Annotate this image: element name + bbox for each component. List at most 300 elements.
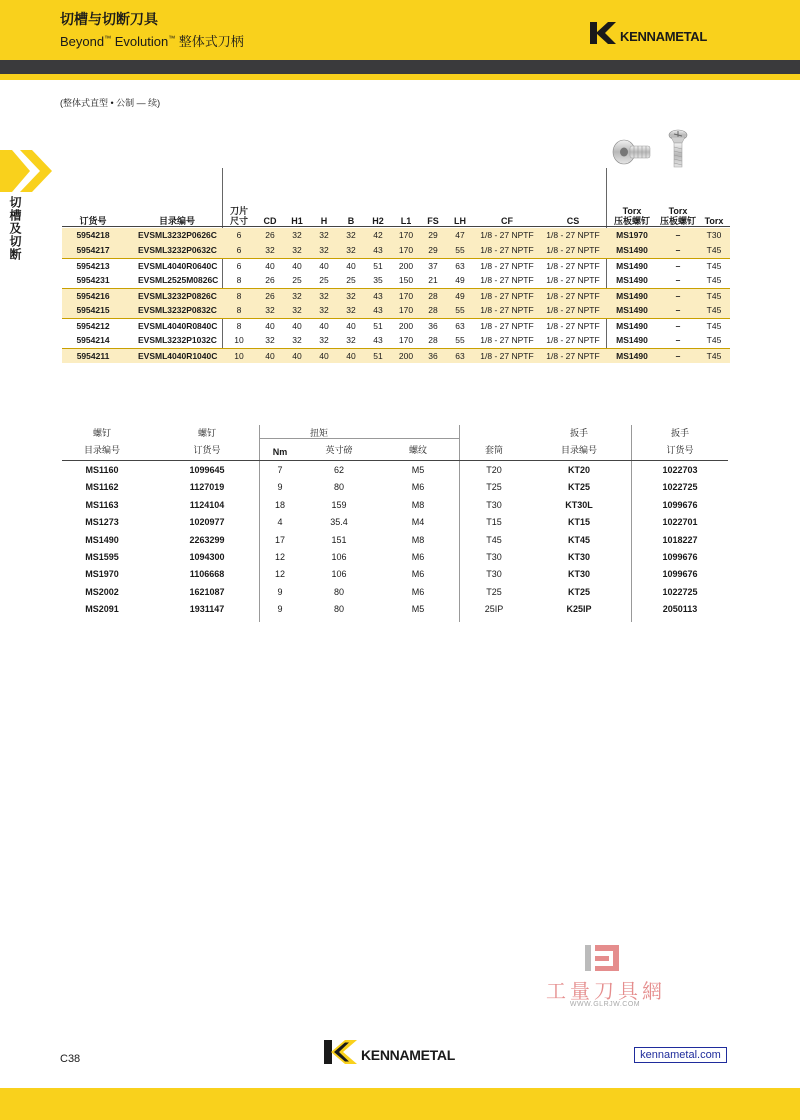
cell-h2: 43: [373, 245, 383, 255]
cell-h: 25: [319, 275, 329, 285]
cell-inlb: 106: [331, 569, 347, 580]
header-stripe: [0, 60, 800, 74]
cell-socket: T20: [486, 465, 502, 475]
cell-torx-clamp-screw: MS1490: [616, 335, 648, 345]
table-row: [62, 333, 730, 348]
header-screw-order-no: 订货号: [193, 445, 221, 455]
cell-thread: M6: [411, 569, 425, 580]
cell-socket: 25IP: [484, 604, 504, 615]
header-rule: [62, 226, 730, 227]
cell-wrench-order: 1022725: [662, 482, 698, 493]
cell-torx-clamp-screw-2: –: [675, 261, 681, 271]
cell-b: 32: [346, 230, 356, 240]
cell-fs: 29: [428, 230, 438, 240]
cell-lh: 47: [455, 230, 465, 240]
cell-l1: 170: [398, 291, 414, 301]
cell-socket: T25: [486, 482, 502, 493]
page-subtitle: [60, 31, 244, 50]
cell-screw-catalog: MS1970: [85, 569, 119, 580]
header-screw-order: 螺钉: [197, 428, 216, 438]
cell-h1: 40: [292, 351, 302, 361]
cell-order-no: 5954211: [76, 351, 110, 361]
cell-screw-catalog: MS1273: [85, 517, 119, 528]
cell-torx: T45: [706, 321, 722, 331]
cell-torx: T45: [706, 335, 722, 345]
cell-l1: 200: [398, 261, 414, 271]
cell-lh: 55: [455, 245, 465, 255]
cell-h1: 32: [292, 335, 302, 345]
cell-fs: 36: [428, 321, 438, 331]
cell-wrench-catalog: KT15: [567, 517, 590, 528]
cell-cf: 1/8 - 27 NPTF: [480, 351, 534, 361]
cell-screw-order: 1931147: [189, 604, 225, 615]
cell-insert-size: 8: [236, 321, 242, 331]
page-number: C38: [60, 1053, 81, 1065]
cell-lh: 55: [455, 305, 465, 315]
cell-inlb: 151: [331, 534, 347, 545]
subtitle-suffix: 整体式刀柄: [175, 34, 244, 49]
header-insert-size: [225, 206, 253, 226]
cell-torx-clamp-screw-2: –: [675, 291, 681, 301]
table-row: [62, 586, 728, 603]
header-cf: CF: [501, 216, 513, 226]
screw-image: [610, 126, 702, 172]
header-torx: Torx: [704, 216, 724, 226]
header-torx-clamp2-line1: Torx: [668, 206, 688, 216]
header-cs: CS: [566, 216, 580, 226]
cell-torx-clamp-screw-2: –: [675, 275, 681, 285]
table-row: [62, 273, 730, 288]
cell-h2: 51: [373, 351, 383, 361]
header-h: H: [320, 216, 328, 226]
cell-nm: 12: [274, 551, 285, 562]
cell-h1: 32: [292, 305, 302, 315]
cell-screw-catalog: MS1490: [85, 534, 119, 545]
header-insert-size-line2: 尺寸: [229, 216, 248, 226]
header-fs: FS: [427, 216, 439, 226]
cell-torx-clamp-screw: MS1970: [616, 230, 648, 240]
cell-insert-size: 8: [236, 305, 242, 315]
header-rule: [62, 460, 728, 461]
cell-screw-catalog: MS1595: [85, 551, 119, 562]
cell-fs: 36: [428, 351, 438, 361]
cell-l1: 150: [398, 275, 414, 285]
cell-torx-clamp-screw-2: –: [675, 321, 681, 331]
cell-cd: 32: [265, 305, 275, 315]
cell-socket: T30: [486, 499, 502, 510]
cell-fs: 28: [428, 335, 438, 345]
cell-h2: 51: [373, 321, 383, 331]
cell-thread: M6: [411, 586, 425, 597]
subtitle-mid: Evolution: [111, 34, 169, 49]
cell-l1: 200: [398, 321, 414, 331]
cell-h2: 35: [373, 275, 383, 285]
cell-order-no: 5954216: [76, 291, 110, 301]
cell-catalog-no: EVSML4040R0640C: [138, 261, 218, 271]
cell-torx-clamp-screw: MS1490: [616, 261, 648, 271]
cell-cd: 32: [265, 245, 275, 255]
cell-inlb: 80: [333, 482, 344, 493]
cell-fs: 21: [428, 275, 438, 285]
cell-cs: 1/8 - 27 NPTF: [546, 245, 600, 255]
cell-order-no: 5954218: [76, 230, 110, 240]
table-row: [62, 551, 728, 568]
cell-catalog-no: EVSML3232P0626C: [138, 230, 217, 240]
cell-h: 32: [319, 305, 329, 315]
cell-thread: M5: [411, 604, 425, 615]
table-row: [62, 318, 730, 333]
cell-torx-clamp-screw: MS1490: [616, 291, 648, 301]
cell-screw-order: 1099645: [189, 465, 225, 475]
header-wrench-catalog: 目录编号: [560, 445, 597, 455]
website-link[interactable]: kennametal.com: [634, 1047, 727, 1063]
table-body: [62, 228, 730, 363]
cell-catalog-no: EVSML3232P0826C: [138, 291, 217, 301]
cell-inlb: 80: [333, 586, 344, 597]
cell-h: 32: [319, 291, 329, 301]
trademark-mark: ™: [168, 35, 176, 43]
cell-torx: T45: [706, 351, 722, 361]
cell-order-no: 5954212: [76, 321, 110, 331]
cell-socket: T45: [486, 534, 502, 545]
cell-h: 40: [319, 261, 329, 271]
cell-screw-order: 1094300: [189, 551, 225, 562]
cell-inlb: 159: [331, 499, 347, 510]
cell-lh: 63: [455, 351, 465, 361]
footer-band: [0, 1088, 800, 1120]
cell-socket: T25: [486, 586, 502, 597]
table-row: [62, 603, 728, 620]
cell-wrench-catalog: KT30: [567, 551, 590, 562]
cell-wrench-catalog: KT20: [567, 465, 590, 475]
cell-insert-size: 8: [236, 291, 242, 301]
header-wrench: 扳手: [569, 428, 588, 438]
page-title: 切槽与切断刀具: [60, 11, 158, 27]
cell-wrench-order: 1022725: [662, 586, 698, 597]
cell-wrench-order: 1099676: [662, 499, 698, 510]
cell-h1: 32: [292, 230, 302, 240]
cell-h2: 43: [373, 305, 383, 315]
cell-screw-catalog: MS2002: [85, 586, 119, 597]
header-torx-clamp-line1: Torx: [622, 206, 642, 216]
header-torx-clamp2-line2: 压板螺钉: [659, 216, 696, 226]
header-stripe-yellow: [0, 74, 800, 80]
cell-nm: 17: [274, 534, 285, 545]
header-torx-clamp-screw-2: [656, 206, 700, 226]
cell-cf: 1/8 - 27 NPTF: [480, 245, 534, 255]
cell-h2: 42: [373, 230, 383, 240]
header-b: B: [347, 216, 355, 226]
cell-fs: 37: [428, 261, 438, 271]
cell-insert-size: 10: [234, 335, 244, 345]
cell-wrench-order: 1022701: [662, 517, 698, 528]
cell-thread: M5: [411, 465, 425, 475]
table-row: [62, 516, 728, 533]
cell-screw-order: 2263299: [189, 534, 225, 545]
kennametal-k-icon: [590, 22, 616, 44]
table-header: [62, 168, 730, 226]
cell-cd: 40: [265, 261, 275, 271]
cell-screw-catalog: MS2091: [85, 604, 119, 615]
cell-wrench-order: 2050113: [662, 604, 698, 615]
header-insert-size-line1: 刀片: [229, 206, 248, 216]
header-screw: 螺钉: [92, 428, 111, 438]
table-caption: (整体式直型 • 公制 — 续): [60, 98, 161, 108]
table-row: [62, 258, 730, 273]
cell-lh: 63: [455, 321, 465, 331]
cell-inlb: 106: [331, 551, 347, 562]
cell-order-no: 5954213: [76, 261, 110, 271]
subtitle-prefix: Beyond: [60, 34, 105, 49]
cell-cd: 40: [265, 321, 275, 331]
table-body: [62, 464, 728, 621]
cell-cf: 1/8 - 27 NPTF: [480, 261, 534, 271]
kennametal-k-icon: [324, 1040, 358, 1064]
cell-inlb: 62: [333, 465, 344, 475]
cell-torx-clamp-screw: MS1490: [616, 245, 648, 255]
cell-torx: T45: [706, 245, 722, 255]
cell-torx-clamp-screw-2: –: [675, 351, 681, 361]
cell-h1: 40: [292, 321, 302, 331]
cell-order-no: 5954231: [76, 275, 110, 285]
cell-wrench-order: 1018227: [662, 534, 698, 545]
header-h2: H2: [372, 216, 384, 226]
cell-catalog-no: EVSML3232P0632C: [138, 245, 217, 255]
cell-catalog-no: EVSML4040R0840C: [138, 321, 218, 331]
cell-wrench-catalog: KT30: [567, 569, 590, 580]
cell-torx-clamp-screw: MS1490: [616, 305, 648, 315]
cell-torx-clamp-screw: MS1490: [616, 275, 648, 285]
cell-b: 32: [346, 335, 356, 345]
cell-cf: 1/8 - 27 NPTF: [480, 305, 534, 315]
cell-torx: T30: [706, 230, 722, 240]
cell-cf: 1/8 - 27 NPTF: [480, 230, 534, 240]
cell-screw-order: 1106668: [189, 569, 225, 580]
cell-socket: T30: [486, 569, 502, 580]
cell-b: 32: [346, 245, 356, 255]
cell-fs: 29: [428, 245, 438, 255]
cell-b: 40: [346, 321, 356, 331]
cell-thread: M6: [411, 482, 425, 493]
watermark-url: WWW.GLRJW.COM: [569, 1001, 641, 1008]
header-inlb: 英寸磅: [325, 445, 353, 455]
footer-brand-name: KENNAMETAL: [361, 1047, 455, 1063]
cell-b: 40: [346, 351, 356, 361]
cell-socket: T15: [486, 517, 502, 528]
cell-cd: 26: [265, 230, 275, 240]
cell-lh: 49: [455, 275, 465, 285]
cell-nm: 9: [277, 586, 283, 597]
cell-screw-order: 1621087: [189, 586, 225, 597]
trademark-mark: ™: [104, 35, 112, 43]
cell-torx-clamp-screw-2: –: [675, 245, 681, 255]
cell-l1: 170: [398, 230, 414, 240]
cell-cs: 1/8 - 27 NPTF: [546, 321, 600, 331]
cell-cf: 1/8 - 27 NPTF: [480, 291, 534, 301]
cell-nm: 9: [277, 604, 283, 615]
header-h1: H1: [291, 216, 303, 226]
cell-l1: 170: [398, 335, 414, 345]
cell-torx-clamp-screw: MS1490: [616, 321, 648, 331]
cell-thread: M4: [411, 517, 425, 528]
table-row: [62, 534, 728, 551]
cell-cd: 26: [265, 275, 275, 285]
cell-screw-order: 1020977: [189, 517, 225, 528]
cell-l1: 170: [398, 245, 414, 255]
cell-insert-size: 8: [236, 275, 242, 285]
cell-b: 32: [346, 305, 356, 315]
cell-catalog-no: EVSML3232P1032C: [138, 335, 217, 345]
cell-screw-order: 1127019: [189, 482, 225, 493]
cell-insert-size: 6: [236, 230, 242, 240]
cell-cd: 32: [265, 335, 275, 345]
cell-l1: 200: [398, 351, 414, 361]
cell-b: 40: [346, 261, 356, 271]
cell-h: 32: [319, 245, 329, 255]
cell-h: 32: [319, 335, 329, 345]
header-catalog-no: 目录编号: [158, 216, 195, 226]
header-order-no: 订货号: [79, 216, 107, 226]
cell-cs: 1/8 - 27 NPTF: [546, 291, 600, 301]
watermark-logo-icon: [582, 942, 626, 976]
cell-cd: 26: [265, 291, 275, 301]
header-torx-clamp-line2: 压板螺钉: [613, 216, 650, 226]
kennametal-logo: [590, 22, 707, 44]
header-nm: Nm: [272, 447, 288, 457]
cell-wrench-order: 1099676: [662, 569, 698, 580]
cell-h1: 32: [292, 291, 302, 301]
cell-b: 32: [346, 291, 356, 301]
header-thread: 螺纹: [408, 445, 427, 455]
cell-inlb: 80: [333, 604, 344, 615]
cell-socket: T30: [486, 551, 502, 562]
header-band: [0, 0, 800, 60]
cell-wrench-catalog: KT45: [567, 534, 590, 545]
cell-catalog-no: EVSML4040R1040C: [138, 351, 218, 361]
cell-torx-clamp-screw-2: –: [675, 305, 681, 315]
cell-screw-order: 1124104: [189, 499, 225, 510]
cell-torx-clamp-screw: MS1490: [616, 351, 648, 361]
cell-torx: T45: [706, 261, 722, 271]
header-wrench-order: 扳手: [670, 428, 689, 438]
cell-cf: 1/8 - 27 NPTF: [480, 275, 534, 285]
cell-thread: M6: [411, 551, 425, 562]
cell-wrench-order: 1099676: [662, 551, 698, 562]
section-arrow-icon: [0, 150, 52, 192]
table-row: [62, 568, 728, 585]
cell-h1: 40: [292, 261, 302, 271]
cell-torx: T45: [706, 305, 722, 315]
cell-torx: T45: [706, 275, 722, 285]
header-cd: CD: [263, 216, 277, 226]
cell-wrench-catalog: KT25: [567, 482, 590, 493]
cell-l1: 170: [398, 305, 414, 315]
table-row: [62, 481, 728, 498]
cell-cs: 1/8 - 27 NPTF: [546, 305, 600, 315]
cell-h2: 43: [373, 291, 383, 301]
header-torque: 扭矩: [309, 428, 328, 438]
cell-thread: M8: [411, 499, 425, 510]
cell-screw-catalog: MS1162: [85, 482, 119, 493]
cell-torx-clamp-screw-2: –: [675, 230, 681, 240]
cell-fs: 28: [428, 291, 438, 301]
cell-cs: 1/8 - 27 NPTF: [546, 275, 600, 285]
header-socket: 套筒: [484, 445, 503, 455]
header-l1: L1: [400, 216, 412, 226]
cell-screw-catalog: MS1163: [85, 499, 119, 510]
cell-wrench-order: 1022703: [662, 465, 698, 475]
cell-h2: 43: [373, 335, 383, 345]
cell-nm: 12: [274, 569, 285, 580]
table-row: [62, 288, 730, 303]
cell-h1: 32: [292, 245, 302, 255]
cell-h: 40: [319, 321, 329, 331]
cell-wrench-catalog: KT25: [567, 586, 590, 597]
cell-torx-clamp-screw-2: –: [675, 335, 681, 345]
table-row: [62, 464, 728, 481]
table-row: [62, 303, 730, 318]
header-wrench-order-no: 订货号: [666, 445, 694, 455]
cell-inlb: 35.4: [330, 517, 348, 528]
cell-h1: 25: [292, 275, 302, 285]
cell-catalog-no: EVSML3232P0832C: [138, 305, 217, 315]
header-lh: LH: [454, 216, 466, 226]
cell-catalog-no: EVSML2525M0826C: [138, 275, 219, 285]
section-tab-label: 切槽及切断: [8, 196, 22, 261]
watermark-text: 工量刀具網: [546, 979, 666, 1003]
cell-insert-size: 6: [236, 261, 242, 271]
cell-insert-size: 10: [234, 351, 244, 361]
table-row: [62, 499, 728, 516]
table-row: [62, 228, 730, 243]
brand-name: KENNAMETAL: [620, 28, 708, 44]
cell-order-no: 5954217: [76, 245, 110, 255]
cell-cs: 1/8 - 27 NPTF: [546, 230, 600, 240]
cell-nm: 4: [277, 517, 283, 528]
cell-lh: 63: [455, 261, 465, 271]
cell-cd: 40: [265, 351, 275, 361]
cell-order-no: 5954214: [76, 335, 110, 345]
header-torx-clamp-screw: [610, 206, 654, 226]
footer-kennametal-logo: [324, 1040, 455, 1064]
cell-wrench-catalog: K25IP: [566, 604, 592, 615]
cell-cs: 1/8 - 27 NPTF: [546, 261, 600, 271]
cell-wrench-catalog: KT30L: [565, 499, 593, 510]
cell-lh: 55: [455, 335, 465, 345]
cell-insert-size: 6: [236, 245, 242, 255]
header-screw-catalog: 目录编号: [83, 445, 120, 455]
cell-nm: 7: [277, 465, 283, 475]
cell-nm: 18: [274, 499, 285, 510]
cell-thread: M8: [411, 534, 425, 545]
cell-cf: 1/8 - 27 NPTF: [480, 321, 534, 331]
table-row: [62, 243, 730, 258]
cell-h: 40: [319, 351, 329, 361]
cell-order-no: 5954215: [76, 305, 110, 315]
cell-fs: 28: [428, 305, 438, 315]
cell-screw-catalog: MS1160: [85, 465, 119, 475]
cell-cf: 1/8 - 27 NPTF: [480, 335, 534, 345]
cell-h2: 51: [373, 261, 383, 271]
cell-b: 25: [346, 275, 356, 285]
cell-torx: T45: [706, 291, 722, 301]
cell-h: 32: [319, 230, 329, 240]
cell-cs: 1/8 - 27 NPTF: [546, 351, 600, 361]
table-row: [62, 348, 730, 363]
cell-lh: 49: [455, 291, 465, 301]
cell-nm: 9: [277, 482, 283, 493]
cell-cs: 1/8 - 27 NPTF: [546, 335, 600, 345]
